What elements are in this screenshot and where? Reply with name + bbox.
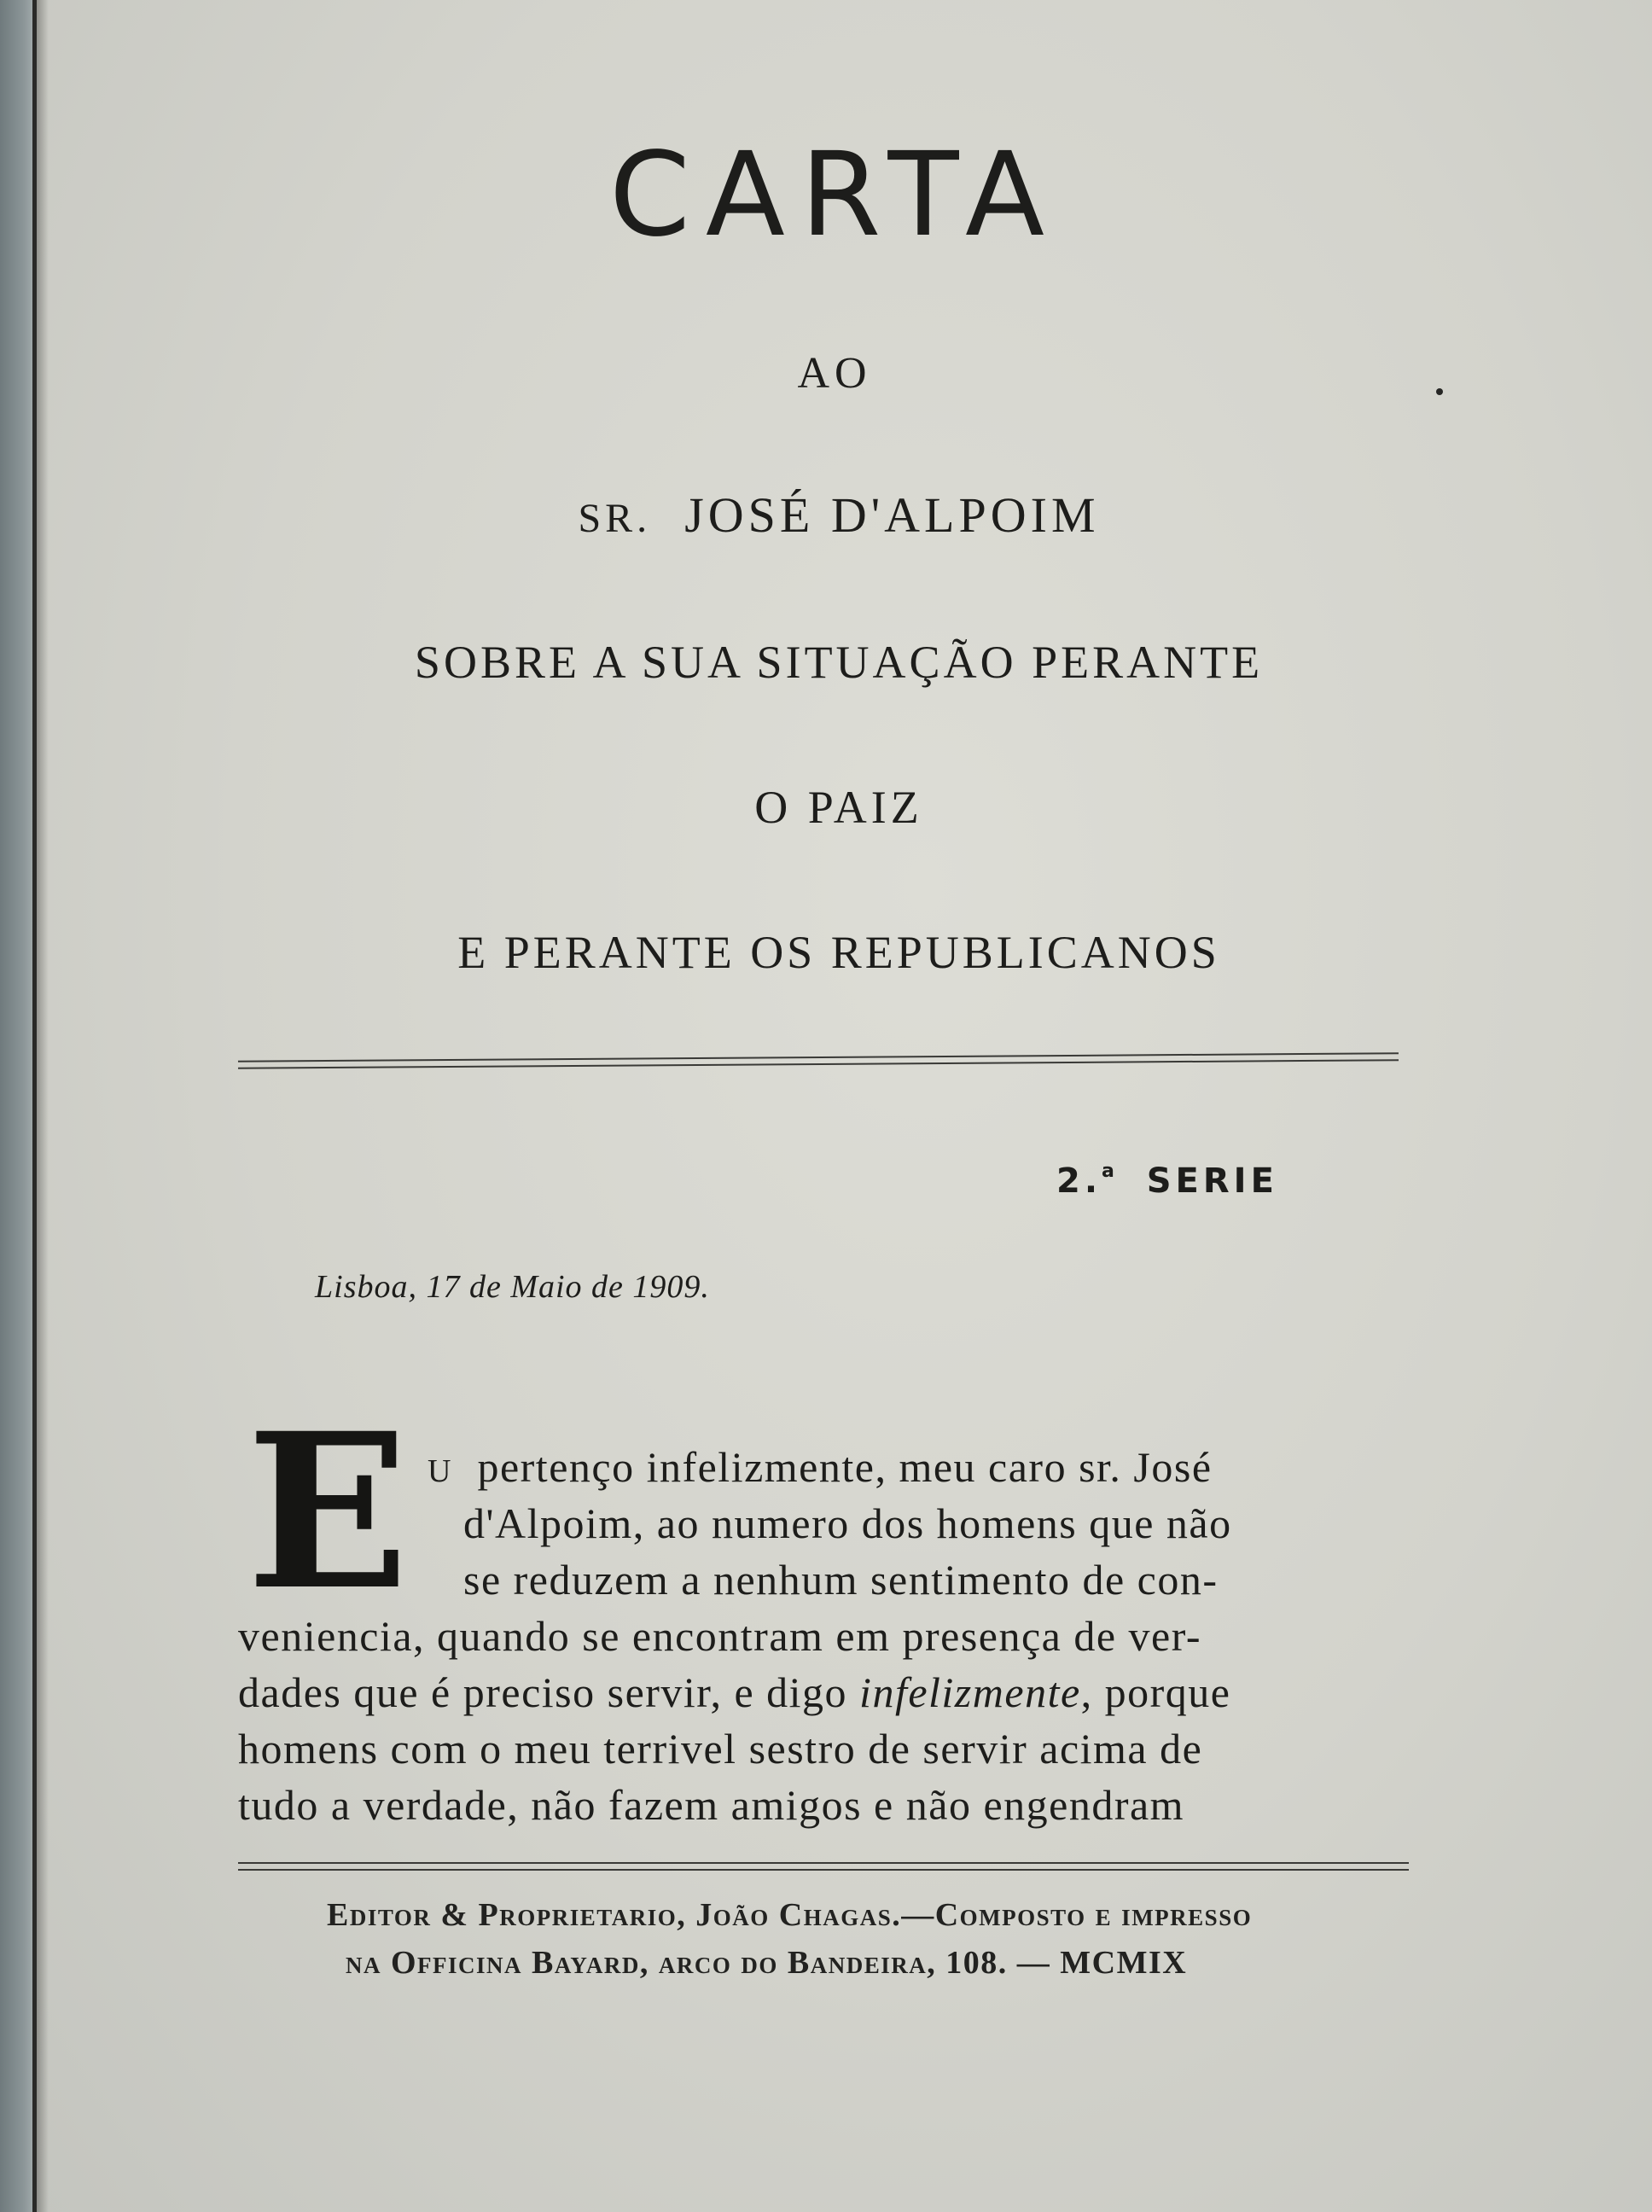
paper-speck	[1436, 388, 1443, 395]
imprint-line-1: Editor & Proprietario, João Chagas.—Composto e impresso	[327, 1897, 1253, 1933]
subtitle-paiz: O PAIZ	[754, 782, 923, 833]
series-ordinal: a	[1102, 1161, 1114, 1182]
body-line-5-end: , porque	[1080, 1668, 1231, 1716]
body-line-1-initial: U	[428, 1453, 454, 1489]
subtitle-ao: AO	[797, 349, 872, 398]
page-binding-shadow	[37, 0, 49, 2212]
subtitle-perante: E PERANTE OS REPUBLICANOS	[457, 927, 1220, 978]
subtitle-addressee	[37, 486, 1641, 544]
printed-page	[32, 0, 1652, 2212]
body-line-4: veniencia, quando se encontram em presença de ver-	[238, 1612, 1202, 1660]
body-line-2: d'Alpoim, ao numero dos homens que não	[463, 1499, 1232, 1547]
drop-cap: E	[246, 1386, 410, 1637]
series-number: 2.	[1056, 1161, 1102, 1201]
background-strip	[0, 0, 34, 2212]
subtitle-sobre: SOBRE A SUA SITUAÇÃO PERANTE	[414, 637, 1264, 688]
series-label	[1056, 1161, 1278, 1201]
addressee-name: JOSÉ D'ALPOIM	[684, 487, 1100, 543]
body-line-6: homens com o meu terrivel sestro de servir acima de	[238, 1725, 1203, 1773]
body-line-1-text: pertenço infelizmente, meu caro sr. José	[477, 1443, 1213, 1491]
dateline: Lisboa, 17 de Maio de 1909.	[315, 1269, 710, 1305]
top-double-rule	[238, 1052, 1399, 1068]
body-line-5-emphasis: infelizmente	[859, 1668, 1081, 1716]
bottom-double-rule	[238, 1862, 1409, 1871]
body-line-5-start: dades que é preciso servir, e digo	[238, 1668, 860, 1716]
body-line-7: tudo a verdade, não fazem amigos e não engendram	[238, 1781, 1185, 1829]
body-line-1	[428, 1442, 1213, 1492]
imprint-line-2: na Officina Bayard, arco do Bandeira, 108. — MCMIX	[346, 1945, 1188, 1981]
page-title: CARTA	[608, 128, 1061, 263]
series-word: SERIE	[1146, 1161, 1278, 1201]
body-line-5	[238, 1668, 1231, 1717]
addressee-title: SR.	[578, 496, 652, 541]
body-line-3: se reduzem a nenhum sentimento de con-	[463, 1556, 1219, 1604]
